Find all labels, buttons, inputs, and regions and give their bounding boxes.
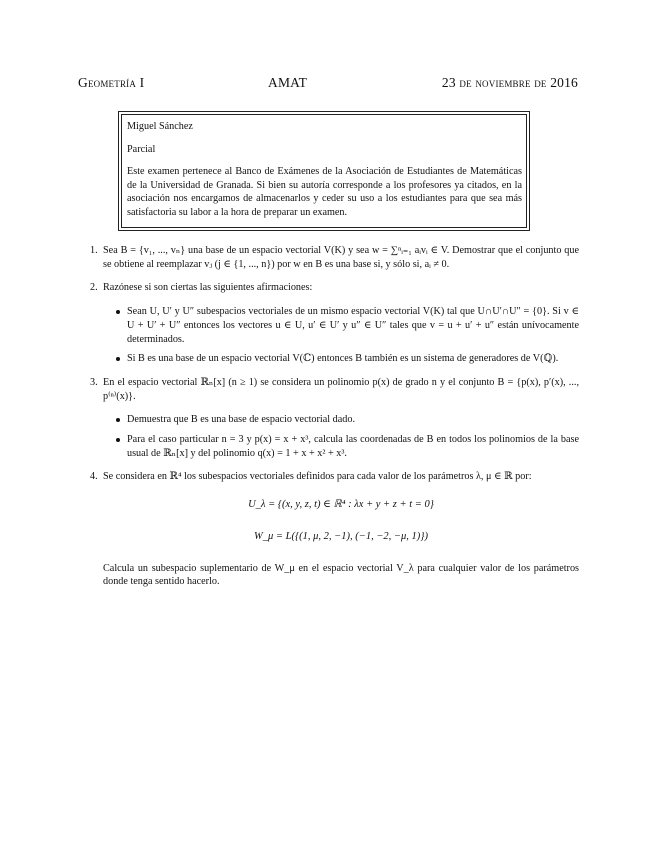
bullet-icon xyxy=(116,438,120,442)
bullet-list xyxy=(103,413,579,460)
bullet-icon xyxy=(116,418,120,422)
list-item xyxy=(103,352,579,366)
problem-number: 3. xyxy=(90,376,98,388)
problem-4 xyxy=(90,470,579,589)
problem-text: Se considera en ℝ⁴ los subespacios vectoriales definidos para cada valor de los parámetros λ, μ ∈ ℝ por: xyxy=(103,471,532,483)
problem-1 xyxy=(90,244,579,271)
bullet-icon xyxy=(116,357,120,361)
course-title: Geometría I xyxy=(78,75,145,90)
bullet-text: Sean U, U′ y U″ subespacios vectoriales de un mismo espacio vectorial V(K) tal que U∩U′∩U″ = {0}. Si v ∈ U + U′ + U″ entonces los vectores u ∈ U, u′ ∈ U′ y u″ ∈ U″ tales que v = u + u′ + u″ están unívocamente determinados. xyxy=(127,306,579,345)
problem-closing-text: Calcula un subespacio suplementario de W_μ en el espacio vectorial V_λ para cualquier valor de los parámetros donde tenga sentido hacerlo. xyxy=(103,562,579,588)
problem-text: En el espacio vectorial ℝₙ[x] (n ≥ 1) se considera un polinomio p(x) de grado n y el conjunto B = {p(x), p′(x), ..., p⁽ⁿ⁾(x)}. xyxy=(103,376,579,402)
problem-number: 4. xyxy=(90,471,98,483)
info-box xyxy=(118,111,530,231)
list-item xyxy=(103,413,579,427)
list-item xyxy=(103,433,579,460)
info-description: Este examen pertenece al Banco de Exámenes de la Asociación de Estudiantes de Matemáticas de la Universidad de Granada. Si bien su autoría corresponde a los profesores ya citados, en la asociación nos encargamos de almacenarlos y ceder su uso a los estudiantes para que sea más satisfactoria su labor a la hora de preparar un examen. xyxy=(127,166,522,218)
list-item xyxy=(103,305,579,346)
exam-date: 23 de noviembre de 2016 xyxy=(441,75,578,90)
problem-number: 2. xyxy=(90,282,98,294)
problem-number: 1. xyxy=(90,245,98,256)
problem-text: Razónese si son ciertas las siguientes afirmaciones: xyxy=(103,282,313,294)
problem-list xyxy=(90,244,579,599)
bullet-text: Si B es una base de un espacio vectorial V(ℂ) entonces B también es un sistema de generadores de V(ℚ). xyxy=(127,353,559,365)
problem-text: Sea B = {v₁, ..., vₙ} una base de un espacio vectorial V(K) y sea w = ∑ⁿᵢ₌₁ aᵢvᵢ ∈ V. Demostrar que el conjunto que se obtiene al reemplazar vⱼ (j ∈ {1, ..., n}) por w en B es una base si, y sólo si, aᵢ ≠ 0. xyxy=(103,245,579,270)
info-box-inner xyxy=(121,114,527,228)
bullet-text: Para el caso particular n = 3 y p(x) = x + x³, calcula las coordenadas de B en todos los polinomios de la base usual de ℝₙ[x] y del polinomio q(x) = 1 + x + x² + x³. xyxy=(127,434,579,459)
problem-2 xyxy=(90,281,579,366)
problem-3 xyxy=(90,376,579,461)
equation-u-lambda: U_λ = {(x, y, z, t) ∈ ℝ⁴ : λx + y + z + t = 0} xyxy=(248,499,434,511)
bullet-list xyxy=(103,305,579,366)
bullet-text: Demuestra que B es una base de espacio vectorial dado. xyxy=(127,414,356,426)
author-name: Miguel Sánchez xyxy=(127,121,193,132)
page-header xyxy=(78,75,578,95)
exam-type: Parcial xyxy=(127,143,156,155)
group-label: AMAT xyxy=(268,75,308,90)
bullet-icon xyxy=(116,310,120,314)
equation-w-mu: W_μ = L({(1, μ, 2, −1), (−1, −2, −μ, 1)}) xyxy=(254,530,428,542)
